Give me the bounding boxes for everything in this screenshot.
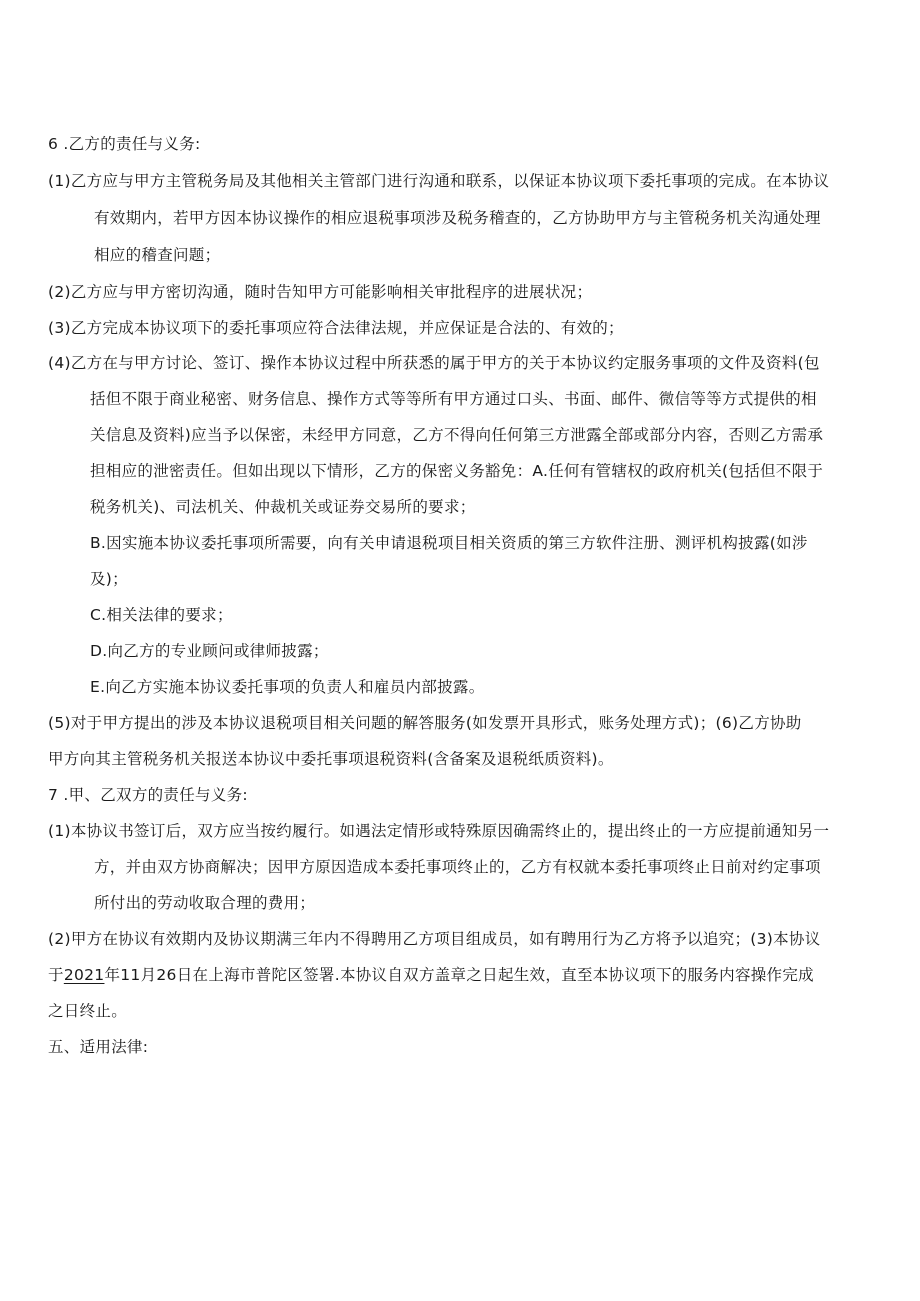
s6-item-3: (3)乙方完成本协议项下的委托事项应符合法律法规，并应保证是合法的、有效的；	[48, 319, 624, 337]
s6-item-4-line-5: 税务机关)、司法机关、仲裁机关或证券交易所的要求；	[90, 498, 476, 516]
s6-item-4-line-4: 担相应的泄密责任。但如出现以下情形，乙方的保密义务豁免：A.任何有管辖权的政府机关(包括但不限于	[90, 462, 824, 480]
s6-item-4-line-1: (4)乙方在与甲方讨论、签订、操作本协议过程中所获悉的属于甲方的关于本协议约定服务事项的文件及资料(包	[48, 354, 820, 372]
s7-item-2-line-1: (2)甲方在协议有效期内及协议期满三年内不得聘用乙方项目组成员，如有聘用行为乙方将予以追究；(3)本协议	[48, 930, 821, 948]
section-5-heading: 五、适用法律:	[48, 1038, 149, 1056]
s6-item-4-b-line-2: 及)；	[90, 570, 128, 588]
s6-item-4-line-2: 括但不限于商业秘密、财务信息、操作方式等等所有甲方通过口头、书面、邮件、微信等等方式提供的相	[90, 390, 817, 408]
section-6-heading: 6 .乙方的责任与义务:	[48, 135, 201, 153]
signing-prefix: 于	[48, 966, 64, 984]
s7-item-1-line-3: 所付出的劳动收取合理的费用；	[94, 894, 316, 912]
s6-item-1-line-1: (1)乙方应与甲方主管税务局及其他相关主管部门进行沟通和联系，以保证本协议项下委托事项的完成。在本协议	[48, 172, 830, 190]
s6-item-4-e: E.向乙方实施本协议委托事项的负责人和雇员内部披露。	[90, 678, 485, 696]
s6-item-4-c: C.相关法律的要求；	[90, 606, 233, 624]
section-7-heading: 7 .甲、乙双方的责任与义务:	[48, 786, 248, 804]
s6-item-4-line-3: 关信息及资料)应当予以保密，未经甲方同意，乙方不得向任何第三方泄露全部或部分内容，否则乙方需承	[90, 426, 824, 444]
s7-item-1-line-1: (1)本协议书签订后，双方应当按约履行。如遇法定情形或特殊原因确需终止的，提出终止的一方应提前通知另一	[48, 822, 830, 840]
s6-item-1-line-3: 相应的稽查问题；	[94, 246, 221, 264]
s6-item-4-d: D.向乙方的专业顾问或律师披露；	[90, 642, 329, 660]
signing-date-rest: 年11月26日在上海市普陀区签署.本协议自双方盖章之日起生效，直至本协议项下的服务内容操作完成	[104, 966, 814, 984]
s7-item-2-line-3: 之日终止。	[48, 1002, 128, 1020]
s6-item-4-b-line-1: B.因实施本协议委托事项所需要，向有关申请退税项目相关资质的第三方软件注册、测评机构披露(如涉	[90, 534, 808, 552]
s6-item-1-line-2: 有效期内，若甲方因本协议操作的相应退税事项涉及税务稽查的，乙方协助甲方与主管税务机关沟通处理	[94, 209, 821, 227]
s6-item-2: (2)乙方应与甲方密切沟通，随时告知甲方可能影响相关审批程序的进展状况；	[48, 283, 593, 301]
s7-item-1-line-2: 方，并由双方协商解决；因甲方原因造成本委托事项终止的，乙方有权就本委托事项终止日前对约定事项	[94, 858, 821, 876]
s6-item-5-line-1: (5)对于甲方提出的涉及本协议退税项目相关问题的解答服务(如发票开具形式，账务处理方式)；(6)乙方协助	[48, 714, 802, 732]
s6-item-5-line-2: 甲方向其主管税务机关报送本协议中委托事项退税资料(含备案及退税纸质资料)。	[48, 750, 614, 768]
s7-item-2-line-2	[48, 965, 814, 985]
signing-year: 2021	[63, 966, 105, 984]
